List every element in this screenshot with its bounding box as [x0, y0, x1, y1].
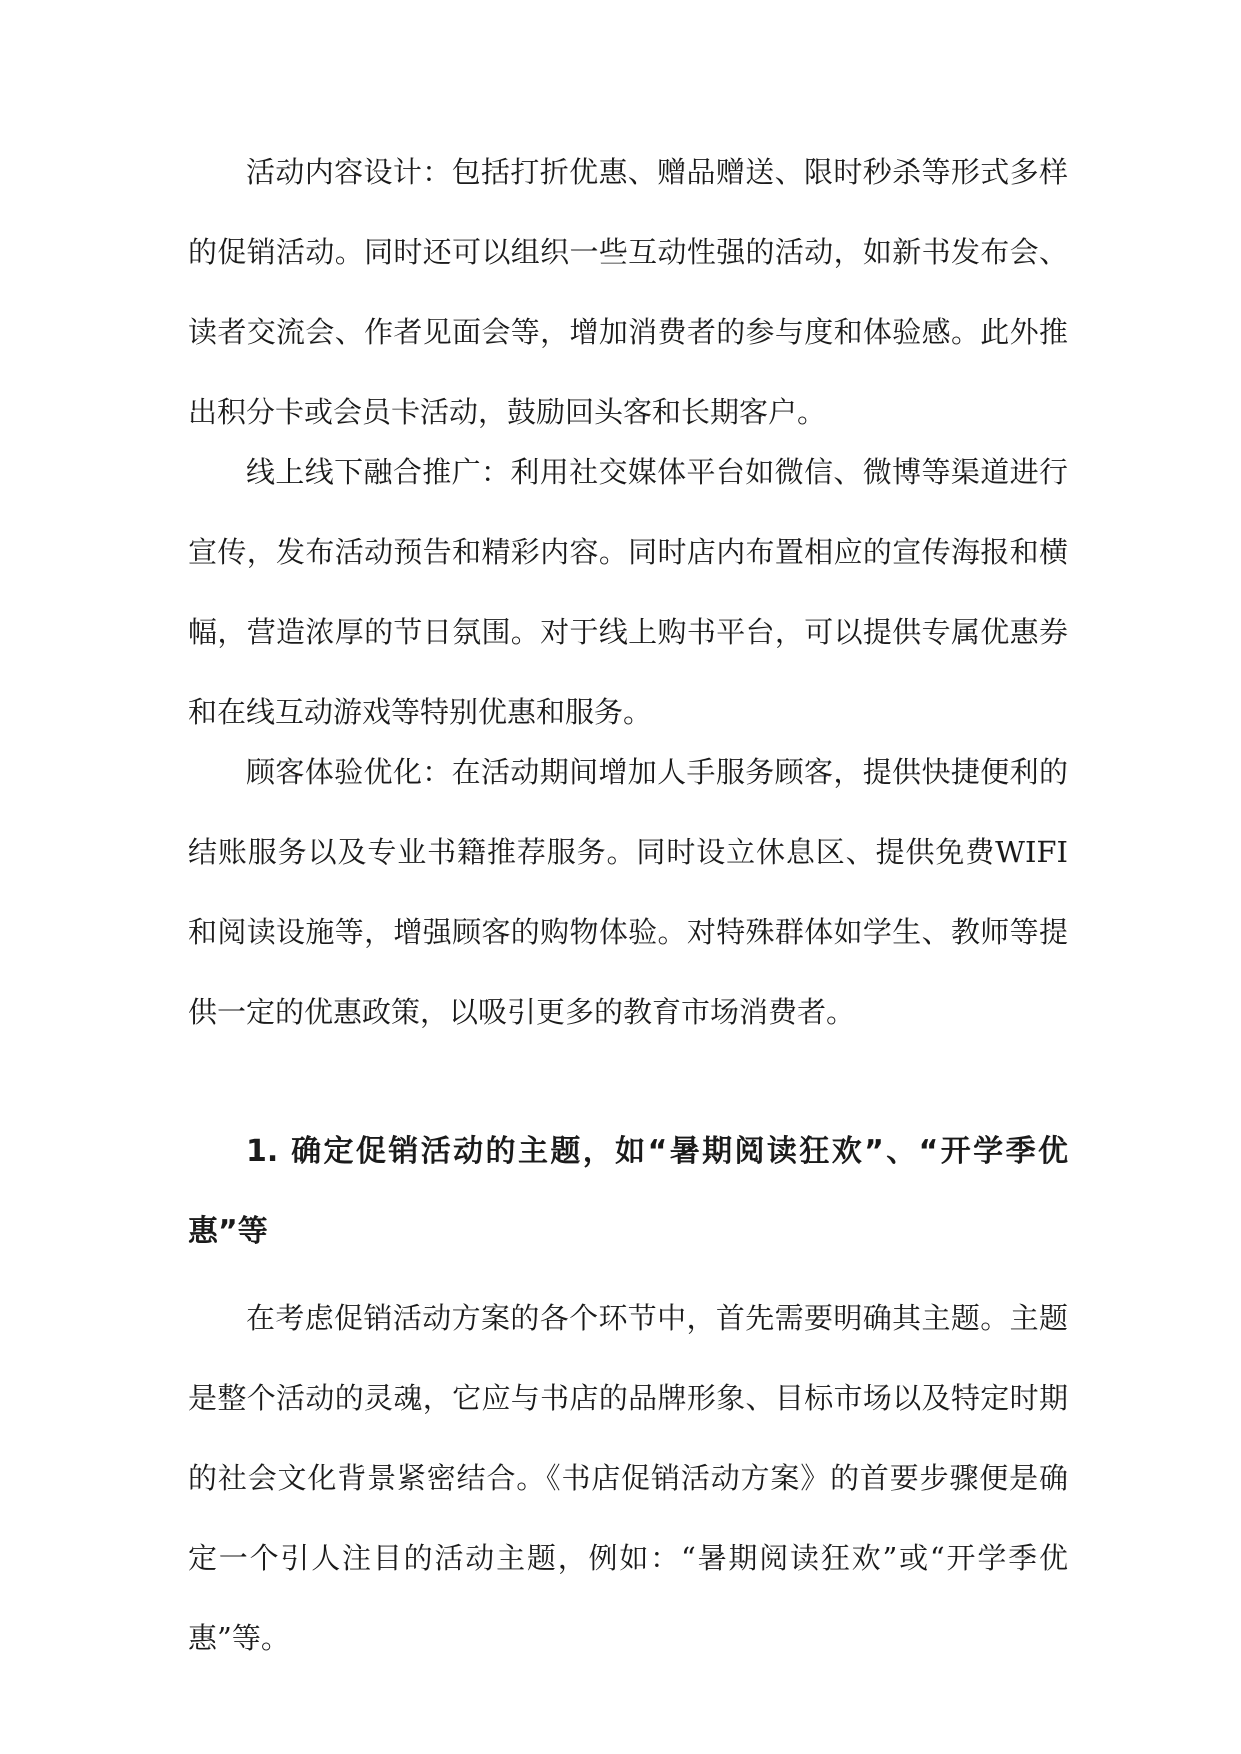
paragraph-online-offline-promotion: 线上线下融合推广：利用社交媒体平台如微信、微博等渠道进行宣传，发布活动预告和精彩内容。同时店内布置相应的宣传海报和横幅，营造浓厚的节日氛围。对于线上购书平台，可以提供专属优惠券和在线互动游戏等特别优惠和服务。 [188, 455, 1068, 729]
paragraph-customer-experience: 顾客体验优化：在活动期间增加人手服务顾客，提供快捷便利的结账服务以及专业书籍推荐服务。同时设立休息区、提供免费WIFI和阅读设施等，增强顾客的购物体验。对特殊群体如学生、教师等提供一定的优惠政策，以吸引更多的教育市场消费者。 [188, 755, 1068, 1029]
section-heading-theme: 1. 确定促销活动的主题，如“暑期阅读狂欢”、“开学季优惠”等 [188, 1134, 1068, 1249]
paragraph-activity-content: 活动内容设计：包括打折优惠、赠品赠送、限时秒杀等形式多样的促销活动。同时还可以组织一些互动性强的活动，如新书发布会、读者交流会、作者见面会等，增加消费者的参与度和体验感。此外推出积分卡或会员卡活动，鼓励回头客和长期客户。 [188, 155, 1068, 429]
paragraph-theme-description: 在考虑促销活动方案的各个环节中，首先需要明确其主题。主题是整个活动的灵魂，它应与书店的品牌形象、目标市场以及特定时期的社会文化背景紧密结合。《书店促销活动方案》的首要步骤便是确定一个引人注目的活动主题，例如：“暑期阅读狂欢”或“开学季优惠”等。 [188, 1301, 1068, 1655]
